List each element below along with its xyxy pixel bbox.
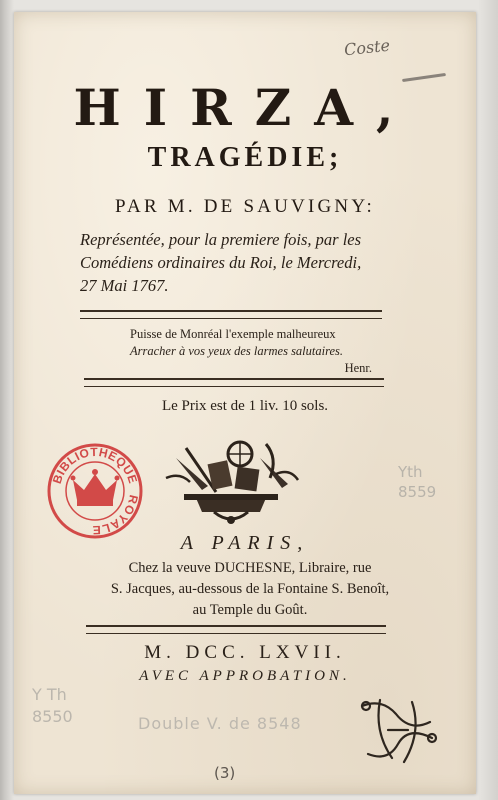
author-line: PAR M. DE SAUVIGNY: <box>115 196 375 217</box>
epigraph-signature: Henr. <box>344 361 372 375</box>
library-stamp <box>46 442 144 540</box>
publication-year: M. DCC. LXVII. <box>144 642 346 663</box>
crown-icon <box>71 469 120 506</box>
pencil-note: Double V. de 8548 <box>138 714 302 733</box>
title-page <box>14 12 476 794</box>
shelfmark-line: 8550 <box>32 707 73 726</box>
double-rule-middle <box>84 378 384 387</box>
imprint-line: au Temple du Goût. <box>192 602 308 618</box>
double-rule-top <box>80 310 382 319</box>
imprint-line: S. Jacques, au-dessous de la Fontaine S. Benoît, <box>110 581 390 597</box>
price-line: Le Prix est de 1 liv. 10 sols. <box>161 398 329 414</box>
shelfmark-stamp-left <box>32 684 108 728</box>
stamp-text-bottom: ROYALE <box>91 493 141 538</box>
shelfmark-line: Y Th <box>32 685 67 704</box>
printer-ornament <box>156 428 306 528</box>
monogram-stamp <box>352 692 442 770</box>
imprint-city: A PARIS, <box>180 532 310 554</box>
handwritten-annotation: Coste <box>343 35 391 60</box>
shelfmark-line: Yth <box>398 463 423 481</box>
epigraph-line: Puisse de Monréal l'exemple malheureux <box>130 327 336 341</box>
performance-line: Comédiens ordinaires du Roi, le Mercredi, <box>80 253 362 272</box>
performance-note <box>80 228 460 297</box>
double-rule-bottom <box>86 625 386 634</box>
performance-line: 27 Mai 1767. <box>80 276 169 295</box>
shelfmark-stamp-right <box>398 462 458 502</box>
book-subtitle: TRAGÉDIE; <box>147 142 343 173</box>
book-title: HIRZA, <box>73 78 417 137</box>
approbation-line: AVEC APPROBATION. <box>139 668 351 684</box>
performance-line: Représentée, pour la premiere fois, par les <box>80 230 362 249</box>
epigraph <box>130 326 380 377</box>
epigraph-line: Arracher à vos yeux des larmes salutaires. <box>130 344 344 358</box>
shelfmark-line: 8559 <box>398 483 437 501</box>
stamp-text-top: BIBLIOTHEQUE <box>49 444 141 486</box>
imprint-line: Chez la veuve DUCHESNE, Libraire, rue <box>128 560 372 576</box>
page-number: (3) <box>214 764 236 782</box>
